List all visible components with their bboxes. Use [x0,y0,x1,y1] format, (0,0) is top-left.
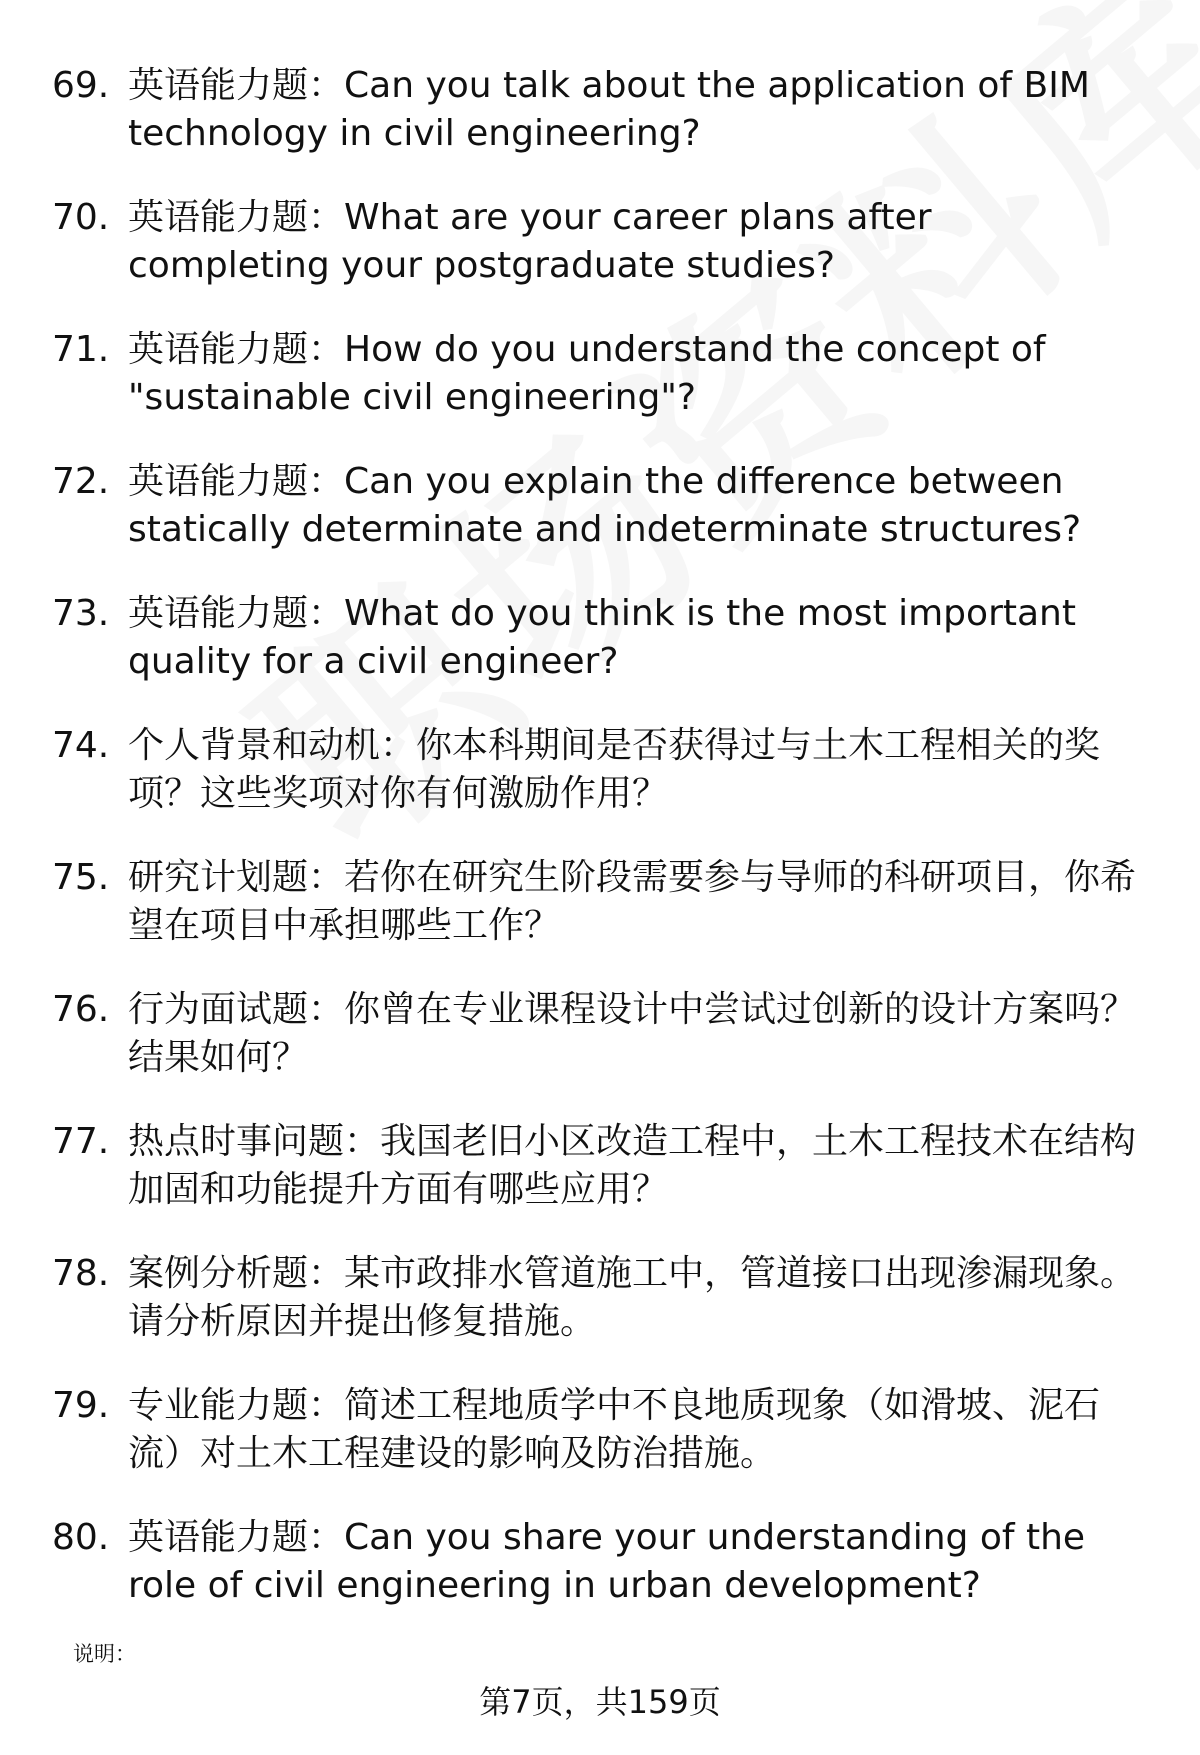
question-text: 英语能力题：Can you talk about the application of BIM technology in civil engineering? [128,65,1090,154]
question-item [52,458,1142,554]
question-item [52,326,1142,422]
question-text: 热点时事问题：我国老旧小区改造工程中，土木工程技术在结构加固和功能提升方面有哪些应用？ [128,1121,1137,1210]
question-item [52,1118,1142,1214]
question-text: 英语能力题：Can you explain the difference between statically determinate and indeterminate structures? [128,461,1082,550]
question-text: 英语能力题：What do you think is the most important quality for a civil engineer? [128,593,1076,682]
question-text: 个人背景和动机：你本科期间是否获得过与土木工程相关的奖项？这些奖项对你有何激励作用？ [128,725,1101,814]
page-indicator: 第7页，共159页 [479,1683,721,1721]
question-item [52,1514,1142,1610]
question-text: 英语能力题：How do you understand the concept of "sustainable civil engineering"? [128,329,1046,418]
question-item [52,62,1142,158]
question-number: 74. [52,725,110,766]
question-number: 72. [52,461,110,502]
question-number: 77. [52,1121,110,1162]
question-number: 70. [52,197,110,238]
question-text: 行为面试题：你曾在专业课程设计中尝试过创新的设计方案吗？结果如何？ [128,989,1137,1078]
question-text: 英语能力题：What are your career plans after completing your postgraduate studies? [128,197,932,286]
question-list [52,62,1142,1646]
question-number: 78. [52,1253,110,1294]
note-label: 说明： [73,1642,136,1666]
question-number: 73. [52,593,110,634]
question-item [52,1382,1142,1478]
question-item [52,986,1142,1082]
question-number: 80. [52,1517,110,1558]
question-item [52,722,1142,818]
question-item [52,194,1142,290]
question-number: 75. [52,857,110,898]
question-text: 案例分析题：某市政排水管道施工中，管道接口出现渗漏现象。请分析原因并提出修复措施。 [128,1253,1137,1342]
question-item [52,854,1142,950]
question-number: 71. [52,329,110,370]
question-item [52,1250,1142,1346]
question-text: 研究计划题：若你在研究生阶段需要参与导师的科研项目，你希望在项目中承担哪些工作？ [128,857,1137,946]
question-number: 79. [52,1385,110,1426]
question-number: 76. [52,989,110,1030]
question-text: 专业能力题：简述工程地质学中不良地质现象（如滑坡、泥石流）对土木工程建设的影响及防治措施。 [128,1385,1101,1474]
question-text: 英语能力题：Can you share your understanding of the role of civil engineering in urban development? [128,1517,1086,1606]
question-item [52,590,1142,686]
question-number: 69. [52,65,110,106]
